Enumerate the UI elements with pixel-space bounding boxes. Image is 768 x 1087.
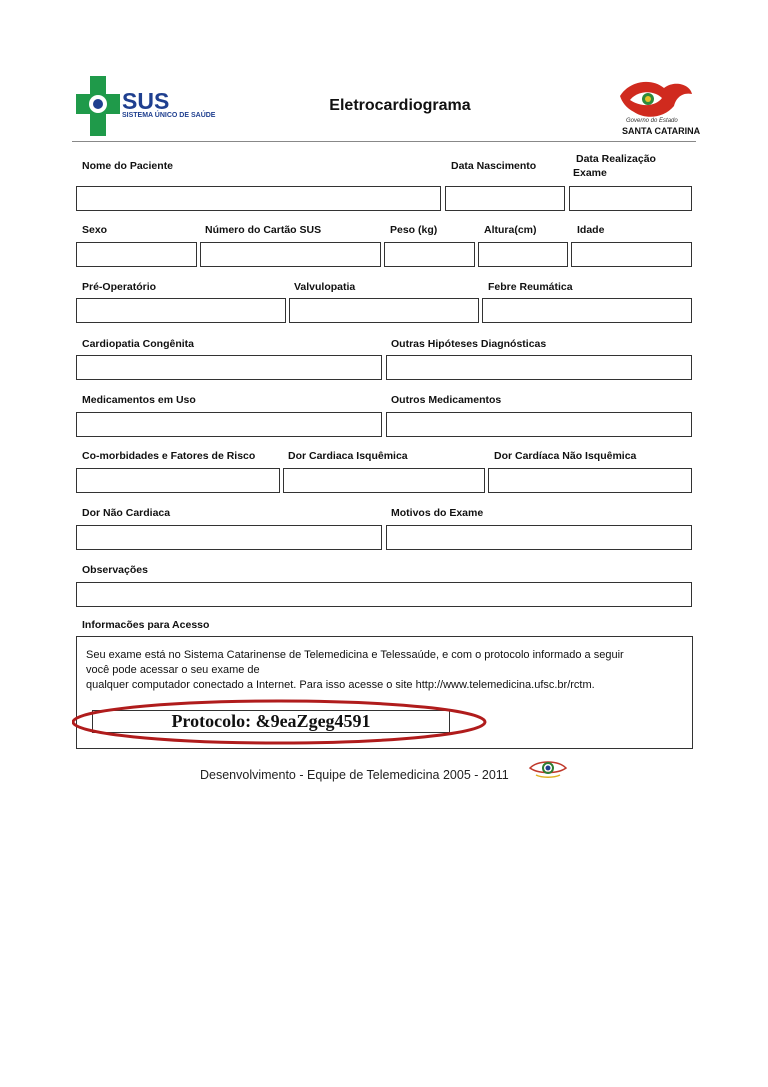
data-nascimento-field[interactable]	[445, 186, 565, 211]
label-cartao-sus: Número do Cartão SUS	[205, 224, 322, 236]
santa-catarina-logo	[612, 78, 701, 140]
label-sexo: Sexo	[82, 224, 108, 236]
label-valvulopatia: Valvulopatia	[294, 281, 356, 293]
sus-logo-subtitle: SISTEMA ÚNICO DE SAÚDE	[122, 112, 216, 119]
peso-field[interactable]	[384, 242, 475, 267]
observacoes-field[interactable]	[76, 582, 692, 607]
label-medicamentos-uso: Medicamentos em Uso	[82, 394, 196, 406]
sus-logo	[74, 74, 224, 140]
access-info-line-3: qualquer computador conectado a Internet. Para isso acesse o site http://www.telemedicina.ufsc.br/rctm.	[86, 679, 595, 691]
motivos-exame-field[interactable]	[386, 525, 692, 550]
access-info-text	[86, 648, 686, 693]
page-title: Eletrocardiograma	[329, 97, 471, 114]
label-idade: Idade	[577, 224, 605, 236]
sc-logo-small: Governo do Estado	[626, 118, 678, 124]
outros-medicamentos-field[interactable]	[386, 412, 692, 437]
cartao-sus-field[interactable]	[200, 242, 381, 267]
protocolo-box: Protocolo: &9eaZgeg4591	[92, 710, 450, 733]
comorbidades-field[interactable]	[76, 468, 280, 493]
label-nome-paciente: Nome do Paciente	[82, 160, 174, 172]
label-observacoes: Observações	[82, 564, 148, 576]
access-info-line-1: Seu exame está no Sistema Catarinense de Telemedicina e Telessaúde, e com o protocolo informado a seguir	[86, 649, 624, 661]
sus-cross-icon	[74, 74, 122, 138]
febre-reumatica-field[interactable]	[482, 298, 692, 323]
nome-paciente-field[interactable]	[76, 186, 441, 211]
label-dor-isquemica: Dor Cardiaca Isquêmica	[288, 450, 408, 462]
label-comorbidades: Co-morbidades e Fatores de Risco	[82, 450, 256, 462]
sus-logo-text: SUS	[122, 88, 170, 114]
label-data-realizacao-1: Data Realização	[576, 153, 656, 165]
label-data-nascimento: Data Nascimento	[451, 160, 537, 172]
label-febre-reumatica: Febre Reumática	[488, 281, 573, 293]
label-motivos-exame: Motivos do Exame	[391, 507, 484, 519]
label-informacoes-acesso: Informacões para Acesso	[82, 619, 210, 631]
sc-flag-icon	[612, 78, 696, 122]
medicamentos-uso-field[interactable]	[76, 412, 382, 437]
cardiopatia-congenita-field[interactable]	[76, 355, 382, 380]
dor-nao-cardiaca-field[interactable]	[76, 525, 382, 550]
footer-text: Desenvolvimento - Equipe de Telemedicina 2005 - 2011	[200, 768, 509, 782]
label-altura: Altura(cm)	[484, 224, 537, 236]
data-realizacao-field[interactable]	[569, 186, 692, 211]
label-peso: Peso (kg)	[390, 224, 438, 236]
label-dor-nao-cardiaca: Dor Não Cardiaca	[82, 507, 171, 519]
red-highlight-ellipse	[72, 697, 492, 747]
idade-field[interactable]	[571, 242, 692, 267]
access-info-line-2: você pode acessar o seu exame de	[86, 664, 260, 676]
label-outros-medicamentos: Outros Medicamentos	[391, 394, 502, 406]
label-dor-nao-isquemica: Dor Cardíaca Não Isquêmica	[494, 450, 637, 462]
label-cardiopatia-congenita: Cardiopatia Congênita	[82, 338, 195, 350]
label-data-realizacao-2: Exame	[573, 167, 607, 179]
pre-operatorio-field[interactable]	[76, 298, 286, 323]
sexo-field[interactable]	[76, 242, 197, 267]
label-outras-hipoteses: Outras Hipóteses Diagnósticas	[391, 338, 547, 350]
telemedicina-eye-icon	[528, 758, 568, 780]
dor-isquemica-field[interactable]	[283, 468, 485, 493]
outras-hipoteses-field[interactable]	[386, 355, 692, 380]
label-pre-operatorio: Pré-Operatório	[82, 281, 157, 293]
sc-logo-name: SANTA CATARINA	[622, 126, 701, 136]
header-divider	[72, 141, 696, 142]
altura-field[interactable]	[478, 242, 568, 267]
valvulopatia-field[interactable]	[289, 298, 479, 323]
dor-nao-isquemica-field[interactable]	[488, 468, 692, 493]
